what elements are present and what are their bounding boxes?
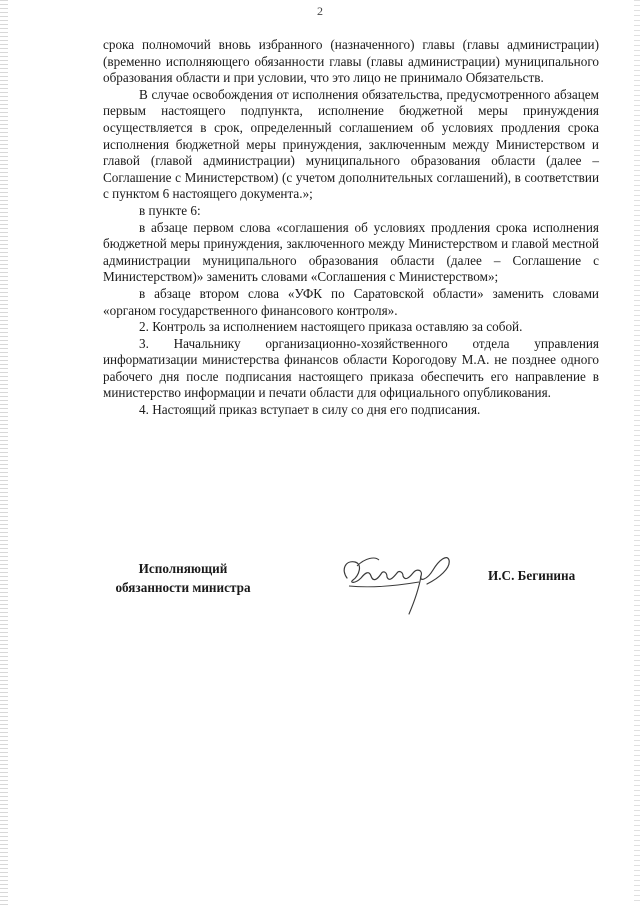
scan-edge-left — [0, 0, 8, 905]
paragraph: в абзаце втором слова «УФК по Саратовской области» заменить словами «органом государственного финансового контроля». — [103, 285, 599, 318]
paragraph: в абзаце первом слова «соглашения об условиях продления срока исполнения бюджетной меры принуждения, заключенного между Министерством и главой местной администрации муниципального образования области (далее – Соглашение с Министерством)» заменить словами «Соглашения с Министерством»; — [103, 219, 599, 285]
paragraph: срока полномочий вновь избранного (назначенного) главы (главы администрации) (временно исполняющего обязанности главы (главы администрации) муниципального образования области и при условии, что это лицо не принимало Обязательств. — [103, 37, 599, 86]
document-body — [103, 37, 599, 419]
signatory-title-line1: Исполняющий — [138, 561, 228, 576]
paragraph: в пункте 6: — [139, 202, 201, 218]
page-number: 2 — [317, 4, 323, 18]
signatory-title-line2: обязанности министра — [115, 580, 251, 595]
paragraph: 3. Начальнику организационно-хозяйственного отдела управления информатизации министерства финансов области Корогодову М.А. не позднее одного рабочего дня после подписания настоящего приказа обеспечить его направление в министерство информации и печати области для официального опубликования. — [103, 335, 599, 401]
paragraph: 2. Контроль за исполнением настоящего приказа оставляю за собой. — [139, 319, 523, 335]
signatory-title — [98, 559, 268, 597]
handwritten-signature — [335, 540, 465, 620]
paragraph: 4. Настоящий приказ вступает в силу со дня его подписания. — [139, 402, 481, 418]
paragraph: В случае освобождения от исполнения обязательства, предусмотренного абзацем первым настоящего подпункта, исполнение бюджетной меры принуждения осуществляется в срок, определенный соглашением об условиях продления срока исполнения бюджетной меры принуждения, заключенным между Министерством и главой (главой администрации) муниципального образования области (далее – Соглашение с Министерством) (с учетом дополнительных соглашений), в соответствии с пунктом 6 настоящего документа.»; — [103, 86, 599, 202]
signatory-name: И.С. Бегинина — [488, 568, 576, 583]
scan-edge-right — [634, 0, 640, 905]
